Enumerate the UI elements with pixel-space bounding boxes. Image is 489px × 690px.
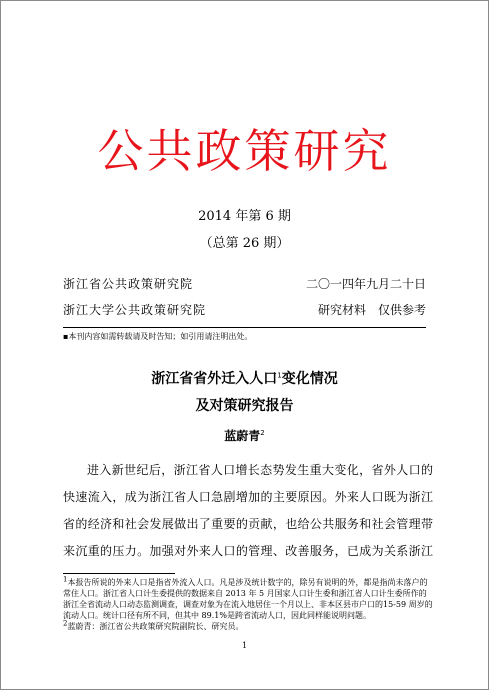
title-text: 浙江省省外迁入人口 bbox=[151, 371, 278, 387]
reprint-notice: ▪本刊内容如需转载请及时告知；如引用请注明出处。 bbox=[63, 332, 253, 341]
reference-note: 研究材料 仅供参考 bbox=[317, 303, 426, 317]
footnote-text-1: 本报告所说的外来人口是指省外流入人口。凡是涉及统计数字的，除另有说明的外，都是指尚未落户的常住人口。浙江省人口计生委提供的数据来自 2013 年 5 月国家人口计生委和浙江省人口计生委所作的浙江全省流动人口动态监测调查，调查对象为在流入地居住一个月以上、非本区县市户口的15-59 周岁的流动人口。统计口径有所不同，但其中 89.1%是跨省流动人口，因此同样能说明问题。 bbox=[63, 578, 433, 620]
issue-number: 2014 年第 6 期 bbox=[198, 209, 291, 224]
article-title-line-2: 及对策研究报告 bbox=[195, 398, 294, 414]
header-divider bbox=[63, 327, 426, 328]
footnote-text-2: 蓝蔚青：浙江省公共政策研究院副院长、研究员。 bbox=[67, 622, 244, 631]
publish-date: 二〇一四年九月二十日 bbox=[305, 277, 426, 291]
footnote-mark-1: 1 bbox=[63, 575, 68, 584]
author-line bbox=[1, 429, 488, 444]
publisher-org-1: 浙江省公共政策研究院 bbox=[63, 277, 194, 291]
footnote-2 bbox=[63, 621, 433, 632]
issue-total-number: （总第 26 期） bbox=[199, 236, 290, 251]
meta-row-2 bbox=[63, 303, 426, 318]
footnote-ref-1: 1 bbox=[277, 371, 282, 380]
footnote-ref-2: 2 bbox=[260, 429, 265, 437]
footnote-1 bbox=[63, 577, 433, 621]
body-paragraph: 进入新世纪后，浙江省人口增长态势发生重大变化，省外人口的快速流入，成为浙江省人口急剧增加的主要原因。外来人口既为浙江省的经济和社会发展做出了重要的贡献，也给公共服务和社会管理带来沉重的压力。加强对外来人口的管理、改善服务，已成为关系浙江 bbox=[63, 463, 433, 558]
footnotes bbox=[63, 577, 433, 632]
masthead-title: 公共政策研究 bbox=[97, 124, 392, 178]
page-number: 1 bbox=[241, 641, 248, 650]
article-title-line-1 bbox=[1, 370, 488, 388]
publisher-org-2: 浙江大学公共政策研究院 bbox=[63, 303, 207, 317]
author-name: 蓝蔚青 bbox=[224, 429, 261, 443]
meta-row-1 bbox=[63, 277, 426, 292]
footnote-mark-2: 2 bbox=[63, 619, 68, 628]
title-text: 变化情况 bbox=[281, 371, 338, 387]
footnote-divider bbox=[63, 573, 175, 574]
